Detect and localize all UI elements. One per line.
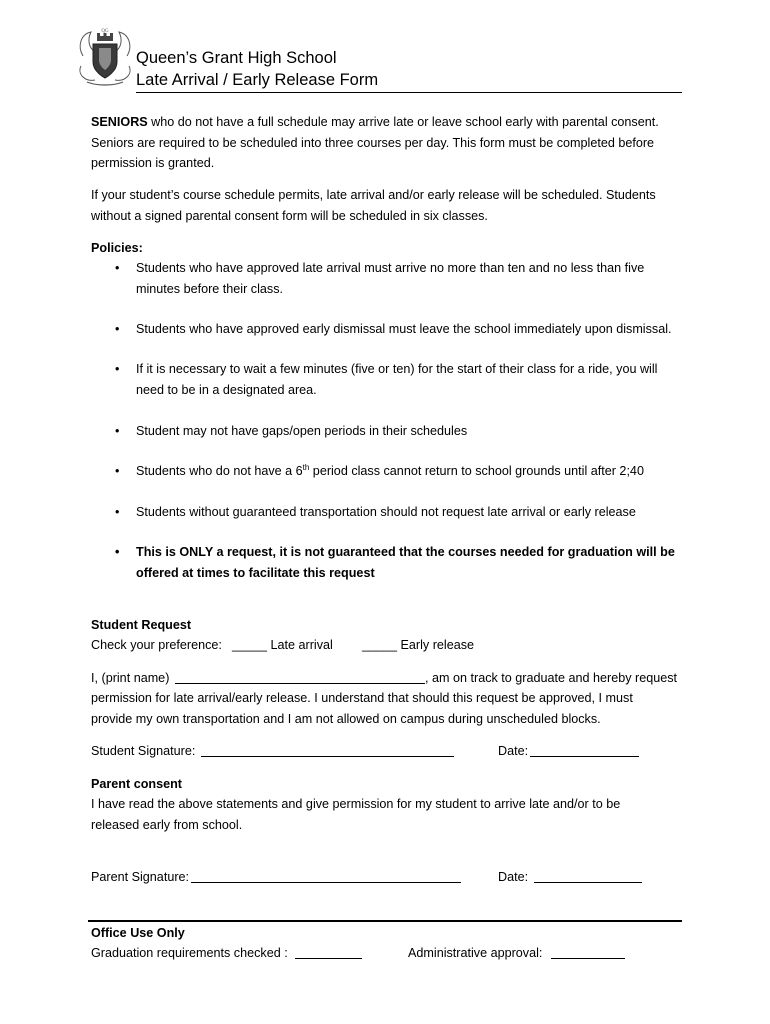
- crest-monogram: QG: [101, 29, 109, 34]
- policy-text: Students who do not have a 6: [136, 464, 303, 478]
- office-use-heading: Office Use Only: [91, 926, 185, 940]
- policy-text: Students without guaranteed transportation should not request late arrival or early release: [136, 505, 636, 519]
- intro-p1-line1: who do not have a full schedule may arrive late or leave school early with parental consent.: [147, 115, 659, 129]
- print-name-field[interactable]: [175, 683, 425, 684]
- intro-p2-line2: without a signed parental consent form will be scheduled in six classes.: [91, 208, 488, 223]
- intro-p2-line1: If your student’s course schedule permits, late arrival and/or early release will be scheduled. Students: [91, 188, 656, 202]
- school-crest-logo: [73, 26, 137, 88]
- bullet-icon: •: [115, 505, 120, 519]
- admin-approval-field[interactable]: [551, 958, 625, 959]
- policy-text: Students who have approved late arrival must arrive no more than ten and no less than five: [136, 261, 645, 275]
- early-release-option[interactable]: [362, 635, 474, 656]
- bullet-icon: •: [115, 362, 120, 376]
- policy-text: offered at times to facilitate this request: [136, 565, 375, 580]
- intro-paragraph-1: [91, 112, 711, 174]
- admin-approval-label: Administrative approval:: [408, 946, 543, 960]
- policy-text: Student may not have gaps/open periods in their schedules: [136, 424, 468, 438]
- intro-paragraph-2: [91, 185, 711, 226]
- student-statement-rest: [91, 688, 711, 729]
- parent-date-label: Date:: [498, 870, 529, 884]
- intro-p1-line3: permission is granted.: [91, 156, 215, 170]
- check-preference-label: Check your preference:: [91, 638, 222, 652]
- student-statement-line2: permission for late arrival/early release. I understand that should this request be approved, I must: [91, 691, 633, 705]
- parent-consent-line1: I have read the above statements and give permission for my student to arrive late and/or to be: [91, 797, 621, 811]
- intro-p1-line2: Seniors are required to be scheduled into three courses per day. This form must be completed before: [91, 135, 655, 150]
- policy-text: need to be in a designated area.: [136, 382, 317, 397]
- parent-signature-field[interactable]: [191, 882, 461, 883]
- parent-date-field[interactable]: [534, 882, 642, 883]
- student-signature-field[interactable]: [201, 756, 454, 757]
- policies-heading: Policies:: [91, 241, 143, 255]
- graduation-check-field[interactable]: [295, 958, 362, 959]
- school-name: Queen’s Grant High School: [136, 49, 337, 67]
- student-statement-line1-pre: I, (print name): [91, 671, 170, 685]
- office-rule: [88, 920, 682, 922]
- late-arrival-option[interactable]: [232, 635, 333, 656]
- late-arrival-blank[interactable]: _____: [232, 638, 268, 652]
- parent-signature-label: Parent Signature:: [91, 870, 190, 884]
- graduation-check-label: Graduation requirements checked :: [91, 946, 288, 960]
- policy-text: If it is necessary to wait a few minutes (five or ten) for the start of their class for a ride, you will: [136, 362, 658, 376]
- policy-text: minutes before their class.: [136, 281, 283, 296]
- bullet-icon: •: [115, 464, 120, 478]
- early-release-label: Early release: [397, 638, 475, 652]
- parent-consent-text: [91, 794, 711, 835]
- student-statement-line1-post: , am on track to graduate and hereby request: [425, 671, 678, 685]
- parent-consent-line2: released early from school.: [91, 817, 243, 832]
- student-date-label: Date:: [498, 744, 529, 758]
- bullet-icon: •: [115, 261, 120, 275]
- student-statement-line3: provide my own transportation and I am not allowed on campus during unscheduled blocks.: [91, 711, 601, 726]
- policy-text: period class cannot return to school grounds until after 2;40: [309, 464, 644, 478]
- late-arrival-label: Late arrival: [267, 638, 333, 652]
- parent-consent-heading: Parent consent: [91, 777, 182, 791]
- form-title: Late Arrival / Early Release Form: [136, 71, 379, 89]
- bullet-icon: •: [115, 545, 120, 559]
- header-rule: [136, 92, 682, 93]
- policy-text: Students who have approved early dismissal must leave the school immediately upon dismissal.: [136, 322, 672, 336]
- early-release-blank[interactable]: _____: [362, 638, 398, 652]
- student-date-field[interactable]: [530, 756, 639, 757]
- superscript: th: [302, 462, 310, 472]
- student-request-heading: Student Request: [91, 618, 192, 632]
- bullet-icon: •: [115, 322, 120, 336]
- bullet-icon: •: [115, 424, 120, 438]
- policy-text: This is ONLY a request, it is not guaranteed that the courses needed for graduation will be: [136, 545, 675, 559]
- student-signature-label: Student Signature:: [91, 744, 196, 758]
- seniors-label: SENIORS: [91, 115, 148, 129]
